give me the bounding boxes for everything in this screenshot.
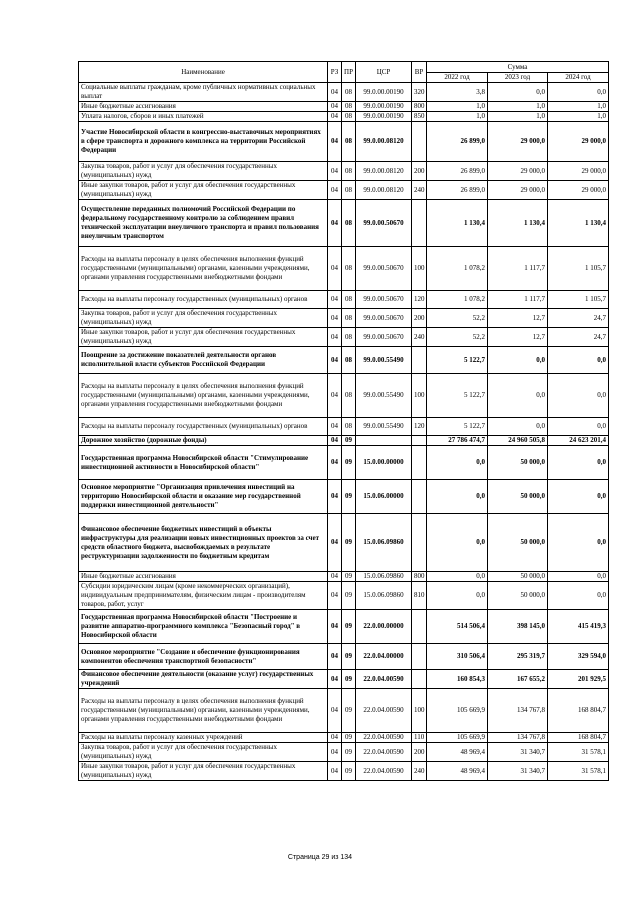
cell-2024: 24,7 <box>548 328 609 347</box>
cell-rz: 04 <box>328 328 342 347</box>
cell-2023: 134 767,8 <box>488 689 548 733</box>
cell-rz: 04 <box>328 309 342 328</box>
cell-pr: 08 <box>342 374 356 418</box>
cell-rz: 04 <box>328 514 342 572</box>
cell-2023: 1 117,7 <box>488 291 548 309</box>
cell-name: Расходы на выплаты персоналу казенных учреждений <box>79 733 328 743</box>
cell-name: Основное мероприятие "Организация привлечения инвестиций на территорию Новосибирской области и оказание мер государственной поддержки инвестиционной деятельности" <box>79 480 328 514</box>
table-row <box>79 181 609 200</box>
cell-vr <box>412 644 427 670</box>
cell-2023: 29 000,0 <box>488 122 548 162</box>
cell-2022: 160 854,3 <box>427 670 488 689</box>
cell-2022: 0,0 <box>427 572 488 582</box>
cell-vr: 850 <box>412 112 427 122</box>
table-row <box>79 418 609 436</box>
cell-rz: 04 <box>328 122 342 162</box>
cell-2024: 415 419,3 <box>548 610 609 644</box>
cell-pr: 08 <box>342 309 356 328</box>
header-year-2022: 2022 год <box>427 73 488 83</box>
table-row <box>79 247 609 291</box>
cell-vr: 800 <box>412 102 427 112</box>
cell-2022: 5 122,7 <box>427 418 488 436</box>
cell-rz: 04 <box>328 374 342 418</box>
cell-csr: 99.0.00.50670 <box>356 291 412 309</box>
cell-rz: 04 <box>328 689 342 733</box>
cell-csr <box>356 436 412 446</box>
cell-vr: 800 <box>412 572 427 582</box>
cell-csr: 22.0.04.00590 <box>356 762 412 781</box>
cell-2024: 329 594,0 <box>548 644 609 670</box>
cell-2022: 27 786 474,7 <box>427 436 488 446</box>
page-number: Страница 29 из 134 <box>287 854 353 861</box>
cell-2022: 0,0 <box>427 480 488 514</box>
cell-2022: 3,8 <box>427 83 488 102</box>
cell-2022: 5 122,7 <box>427 374 488 418</box>
table-row <box>79 347 609 374</box>
cell-name: Основное мероприятие "Создание и обеспечение функционирования компонентов обеспечения транспортной безопасности" <box>79 644 328 670</box>
cell-2024: 29 000,0 <box>548 181 609 200</box>
cell-2022: 48 969,4 <box>427 762 488 781</box>
table-row <box>79 328 609 347</box>
cell-pr: 08 <box>342 162 356 181</box>
cell-2024: 29 000,0 <box>548 162 609 181</box>
cell-rz: 04 <box>328 291 342 309</box>
cell-csr: 99.0.00.00190 <box>356 112 412 122</box>
cell-pr: 08 <box>342 83 356 102</box>
cell-2022: 1,0 <box>427 112 488 122</box>
cell-2023: 50 000,0 <box>488 480 548 514</box>
cell-2024: 1,0 <box>548 112 609 122</box>
cell-csr: 15.0.06.09860 <box>356 572 412 582</box>
cell-csr: 99.0.00.08120 <box>356 162 412 181</box>
cell-rz: 04 <box>328 181 342 200</box>
cell-name: Закупка товаров, работ и услуг для обеспечения государственных (муниципальных) нужд <box>79 309 328 328</box>
cell-2023: 398 145,0 <box>488 610 548 644</box>
cell-rz: 04 <box>328 200 342 247</box>
cell-csr: 99.0.00.50670 <box>356 247 412 291</box>
cell-2024: 0,0 <box>548 572 609 582</box>
table-row <box>79 83 609 102</box>
cell-2023: 0,0 <box>488 83 548 102</box>
cell-2023: 1,0 <box>488 102 548 112</box>
cell-csr: 99.0.00.00190 <box>356 83 412 102</box>
table-row <box>79 309 609 328</box>
cell-vr: 240 <box>412 181 427 200</box>
header-csr: ЦСР <box>356 62 412 83</box>
cell-2024: 1 105,7 <box>548 291 609 309</box>
cell-pr: 08 <box>342 181 356 200</box>
cell-rz: 04 <box>328 743 342 762</box>
header-rz: РЗ <box>328 62 342 83</box>
cell-rz: 04 <box>328 162 342 181</box>
cell-pr: 09 <box>342 610 356 644</box>
cell-2022: 0,0 <box>427 446 488 480</box>
cell-csr: 22.0.00.00000 <box>356 610 412 644</box>
header-year-2024: 2024 год <box>548 73 609 83</box>
cell-vr: 240 <box>412 762 427 781</box>
cell-vr: 200 <box>412 743 427 762</box>
cell-2024: 29 000,0 <box>548 122 609 162</box>
cell-2022: 52,2 <box>427 328 488 347</box>
cell-csr: 99.0.00.00190 <box>356 102 412 112</box>
cell-rz: 04 <box>328 480 342 514</box>
cell-rz: 04 <box>328 644 342 670</box>
cell-vr <box>412 122 427 162</box>
cell-name: Иные бюджетные ассигнования <box>79 102 328 112</box>
cell-csr: 22.0.04.00000 <box>356 644 412 670</box>
table-row <box>79 743 609 762</box>
table-row <box>79 162 609 181</box>
cell-vr: 810 <box>412 582 427 610</box>
cell-2024: 0,0 <box>548 418 609 436</box>
table-header <box>79 62 609 83</box>
cell-2023: 134 767,8 <box>488 733 548 743</box>
cell-name: Субсидии юридическим лицам (кроме некоммерческих организаций), индивидуальным предпринимателям, физическим лицам - производителям товаров, работ, услуг <box>79 582 328 610</box>
cell-name: Расходы на выплаты персоналу в целях обеспечения выполнения функций государственными (муниципальными) органами, казенными учреждениями, органами управления государственными внебюджетными фондами <box>79 374 328 418</box>
cell-2024: 24 623 201,4 <box>548 436 609 446</box>
cell-rz: 04 <box>328 418 342 436</box>
cell-2022: 1 078,2 <box>427 291 488 309</box>
cell-csr: 22.0.04.00590 <box>356 689 412 733</box>
cell-name: Закупка товаров, работ и услуг для обеспечения государственных (муниципальных) нужд <box>79 743 328 762</box>
cell-vr <box>412 610 427 644</box>
table-row <box>79 610 609 644</box>
cell-csr: 15.0.06.09860 <box>356 582 412 610</box>
cell-name: Иные закупки товаров, работ и услуг для обеспечения государственных (муниципальных) нужд <box>79 762 328 781</box>
cell-2023: 50 000,0 <box>488 446 548 480</box>
header-sum: Сумма <box>427 62 609 73</box>
cell-2023: 50 000,0 <box>488 582 548 610</box>
cell-2023: 12,7 <box>488 328 548 347</box>
cell-vr <box>412 670 427 689</box>
cell-pr: 09 <box>342 670 356 689</box>
cell-2022: 5 122,7 <box>427 347 488 374</box>
cell-name: Социальные выплаты гражданам, кроме публичных нормативных социальных выплат <box>79 83 328 102</box>
table-row <box>79 689 609 733</box>
cell-rz: 04 <box>328 83 342 102</box>
table-row <box>79 200 609 247</box>
cell-2023: 12,7 <box>488 309 548 328</box>
cell-2022: 48 969,4 <box>427 743 488 762</box>
cell-2024: 1 105,7 <box>548 247 609 291</box>
header-vr: ВР <box>412 62 427 83</box>
cell-vr: 120 <box>412 418 427 436</box>
cell-vr: 240 <box>412 328 427 347</box>
cell-csr: 22.0.04.00590 <box>356 743 412 762</box>
cell-2023: 31 340,7 <box>488 743 548 762</box>
cell-2024: 0,0 <box>548 582 609 610</box>
cell-2024: 168 804,7 <box>548 733 609 743</box>
cell-2022: 310 506,4 <box>427 644 488 670</box>
table-row <box>79 733 609 743</box>
cell-name: Финансовое обеспечение бюджетных инвестиций в объекты инфраструктуры для реализации новых инвестиционных проектов за счет средств областного бюджета, высвобождаемых в результате реструктуризации задолженности по бюджетным кредитам <box>79 514 328 572</box>
cell-2023: 50 000,0 <box>488 572 548 582</box>
cell-pr: 09 <box>342 644 356 670</box>
cell-2024: 31 578,1 <box>548 743 609 762</box>
cell-vr <box>412 514 427 572</box>
cell-pr: 09 <box>342 743 356 762</box>
cell-csr: 15.0.06.09860 <box>356 514 412 572</box>
budget-table <box>78 61 609 781</box>
cell-rz: 04 <box>328 670 342 689</box>
cell-pr: 08 <box>342 347 356 374</box>
cell-name: Дорожное хозяйство (дорожные фонды) <box>79 436 328 446</box>
cell-name: Поощрение за достижение показателей деятельности органов исполнительной власти субъектов Российской Федерации <box>79 347 328 374</box>
table-row <box>79 514 609 572</box>
cell-pr: 09 <box>342 733 356 743</box>
cell-pr: 08 <box>342 200 356 247</box>
cell-2023: 167 655,2 <box>488 670 548 689</box>
cell-2022: 26 899,0 <box>427 181 488 200</box>
header-pr: ПР <box>342 62 356 83</box>
cell-pr: 08 <box>342 122 356 162</box>
cell-pr: 08 <box>342 291 356 309</box>
cell-name: Иные закупки товаров, работ и услуг для обеспечения государственных (муниципальных) нужд <box>79 328 328 347</box>
cell-2022: 26 899,0 <box>427 162 488 181</box>
cell-name: Участие Новосибирской области в конгрессно-выставочных мероприятиях в сфере транспорта и дорожного комплекса на территории Российской Федерации <box>79 122 328 162</box>
cell-vr: 100 <box>412 689 427 733</box>
cell-2022: 1 078,2 <box>427 247 488 291</box>
cell-2023: 29 000,0 <box>488 181 548 200</box>
cell-2024: 0,0 <box>548 83 609 102</box>
cell-2024: 0,0 <box>548 514 609 572</box>
cell-pr: 08 <box>342 112 356 122</box>
cell-vr: 100 <box>412 374 427 418</box>
cell-pr: 08 <box>342 328 356 347</box>
cell-2022: 1 130,4 <box>427 200 488 247</box>
cell-pr: 09 <box>342 689 356 733</box>
cell-csr: 15.0.06.00000 <box>356 480 412 514</box>
table-row <box>79 582 609 610</box>
cell-csr: 99.0.00.55490 <box>356 347 412 374</box>
cell-2022: 105 669,9 <box>427 689 488 733</box>
table-row <box>79 480 609 514</box>
cell-2022: 105 669,9 <box>427 733 488 743</box>
cell-pr: 09 <box>342 572 356 582</box>
cell-2023: 24 960 505,8 <box>488 436 548 446</box>
table-row <box>79 446 609 480</box>
cell-2024: 24,7 <box>548 309 609 328</box>
table-row <box>79 291 609 309</box>
cell-name: Финансовое обеспечение деятельности (оказание услуг) государственных учреждений <box>79 670 328 689</box>
cell-2022: 26 899,0 <box>427 122 488 162</box>
table-row <box>79 112 609 122</box>
cell-2022: 0,0 <box>427 514 488 572</box>
cell-vr: 100 <box>412 247 427 291</box>
cell-rz: 04 <box>328 247 342 291</box>
cell-rz: 04 <box>328 610 342 644</box>
cell-2022: 1,0 <box>427 102 488 112</box>
cell-2023: 0,0 <box>488 418 548 436</box>
cell-2024: 1 130,4 <box>548 200 609 247</box>
cell-pr: 09 <box>342 582 356 610</box>
cell-2023: 50 000,0 <box>488 514 548 572</box>
table-row <box>79 102 609 112</box>
cell-csr: 22.0.04.00590 <box>356 733 412 743</box>
cell-vr <box>412 200 427 247</box>
cell-vr <box>412 436 427 446</box>
cell-pr: 08 <box>342 247 356 291</box>
header-name: Наименование <box>79 62 328 83</box>
cell-rz: 04 <box>328 582 342 610</box>
cell-2023: 1 130,4 <box>488 200 548 247</box>
cell-csr: 22.0.04.00590 <box>356 670 412 689</box>
cell-2022: 514 506,4 <box>427 610 488 644</box>
cell-pr: 09 <box>342 446 356 480</box>
cell-2023: 295 319,7 <box>488 644 548 670</box>
table-row <box>79 572 609 582</box>
header-year-2023: 2023 год <box>488 73 548 83</box>
cell-name: Расходы на выплаты персоналу в целях обеспечения выполнения функций государственными (муниципальными) органами, казенными учреждениями, органами управления государственными внебюджетными фондами <box>79 689 328 733</box>
cell-rz: 04 <box>328 572 342 582</box>
cell-rz: 04 <box>328 112 342 122</box>
cell-2023: 0,0 <box>488 374 548 418</box>
table-body <box>79 83 609 781</box>
cell-name: Государственная программа Новосибирской области "Стимулирование инвестиционной активности в Новосибирской области" <box>79 446 328 480</box>
cell-vr: 120 <box>412 291 427 309</box>
cell-csr: 99.0.00.50670 <box>356 200 412 247</box>
cell-2024: 0,0 <box>548 347 609 374</box>
table-row <box>79 644 609 670</box>
cell-name: Закупка товаров, работ и услуг для обеспечения государственных (муниципальных) нужд <box>79 162 328 181</box>
cell-vr: 110 <box>412 733 427 743</box>
cell-pr: 08 <box>342 418 356 436</box>
cell-csr: 99.0.00.08120 <box>356 122 412 162</box>
cell-name: Иные бюджетные ассигнования <box>79 572 328 582</box>
cell-csr: 99.0.00.50670 <box>356 309 412 328</box>
cell-rz: 04 <box>328 102 342 112</box>
cell-name: Расходы на выплаты персоналу государственных (муниципальных) органов <box>79 291 328 309</box>
cell-name: Расходы на выплаты персоналу государственных (муниципальных) органов <box>79 418 328 436</box>
cell-csr: 99.0.00.08120 <box>356 181 412 200</box>
cell-csr: 15.0.00.00000 <box>356 446 412 480</box>
cell-vr <box>412 347 427 374</box>
cell-2022: 0,0 <box>427 582 488 610</box>
cell-2024: 0,0 <box>548 446 609 480</box>
cell-vr: 200 <box>412 162 427 181</box>
cell-2024: 31 578,1 <box>548 762 609 781</box>
cell-2022: 52,2 <box>427 309 488 328</box>
cell-name: Иные закупки товаров, работ и услуг для обеспечения государственных (муниципальных) нужд <box>79 181 328 200</box>
cell-name: Уплата налогов, сборов и иных платежей <box>79 112 328 122</box>
cell-vr <box>412 446 427 480</box>
cell-pr: 09 <box>342 514 356 572</box>
budget-table-sheet <box>78 61 608 781</box>
cell-csr: 99.0.00.50670 <box>356 328 412 347</box>
cell-2024: 1,0 <box>548 102 609 112</box>
cell-2023: 1 117,7 <box>488 247 548 291</box>
cell-pr: 09 <box>342 436 356 446</box>
cell-name: Расходы на выплаты персоналу в целях обеспечения выполнения функций государственными (муниципальными) органами, казенными учреждениями, органами управления государственными внебюджетными фондами <box>79 247 328 291</box>
table-row <box>79 762 609 781</box>
cell-2024: 201 929,5 <box>548 670 609 689</box>
cell-2024: 0,0 <box>548 374 609 418</box>
table-row <box>79 374 609 418</box>
table-row <box>79 670 609 689</box>
cell-2023: 1,0 <box>488 112 548 122</box>
table-row <box>79 122 609 162</box>
cell-2023: 29 000,0 <box>488 162 548 181</box>
cell-rz: 04 <box>328 436 342 446</box>
table-row <box>79 436 609 446</box>
cell-pr: 09 <box>342 480 356 514</box>
cell-name: Государственная программа Новосибирской области "Построение и развитие аппаратно-программного комплекса "Безопасный город" в Новосибирской области <box>79 610 328 644</box>
cell-csr: 99.0.00.55490 <box>356 418 412 436</box>
cell-2024: 0,0 <box>548 480 609 514</box>
cell-name: Осуществление переданных полномочий Российской Федерации по федеральному государственному контролю за соблюдением правил технической эксплуатации внеуличного транспорта и правил пользования внеуличным транспортом <box>79 200 328 247</box>
cell-csr: 99.0.00.55490 <box>356 374 412 418</box>
cell-2023: 31 340,7 <box>488 762 548 781</box>
cell-vr <box>412 480 427 514</box>
cell-2024: 168 804,7 <box>548 689 609 733</box>
cell-rz: 04 <box>328 733 342 743</box>
cell-2023: 0,0 <box>488 347 548 374</box>
cell-rz: 04 <box>328 762 342 781</box>
cell-pr: 08 <box>342 102 356 112</box>
cell-vr: 320 <box>412 83 427 102</box>
cell-rz: 04 <box>328 347 342 374</box>
cell-rz: 04 <box>328 446 342 480</box>
cell-vr: 200 <box>412 309 427 328</box>
cell-pr: 09 <box>342 762 356 781</box>
